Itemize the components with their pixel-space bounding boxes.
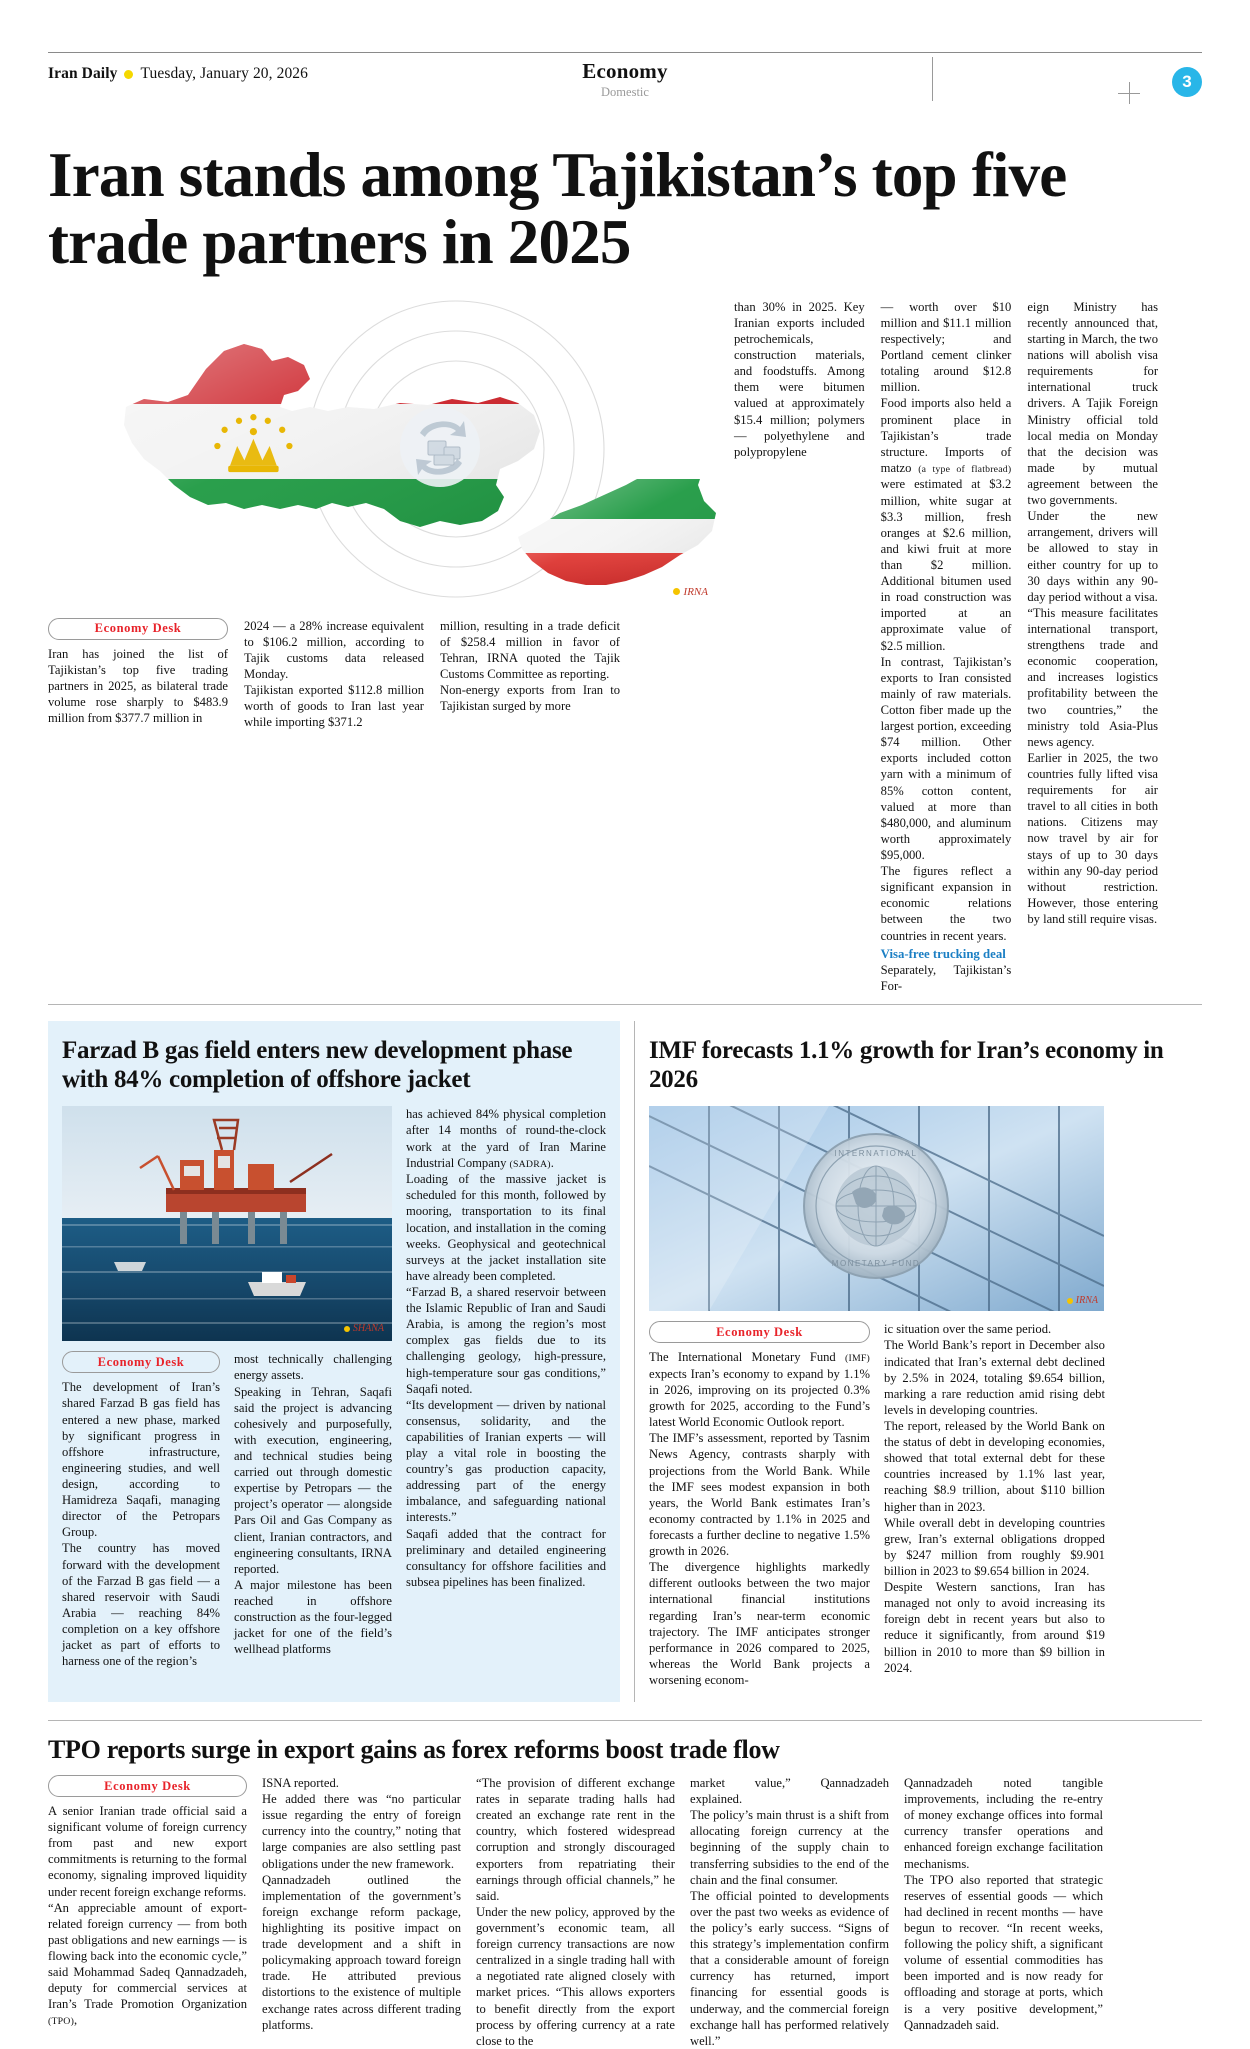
parenthetical-note: (a type of flatbread) [918, 463, 1012, 475]
tpo-paragraph: Qannadzadeh noted tangible improvements, including the re-entry of money exchange offices into formal currency transfer operations and enhanced foreign exchange facilitation mechanisms. [904, 1776, 1103, 1871]
imf-paragraph [649, 1349, 870, 1430]
imf-seal-emblem [804, 1134, 948, 1278]
lead-paragraph: Tajikistan exported $112.8 million worth of goods to Iran last year while importing $371.2 [244, 683, 424, 730]
lead-paragraph [881, 395, 1012, 653]
parenthetical-note: (SADRA) [509, 1158, 551, 1170]
text-run: , [74, 2013, 78, 2028]
farzad-paragraph: “Farzad B, a shared reservoir between the Islamic Republic of Iran and Saudi Arabia, is among the region’s most complex gas fields due to its challenging geology, high-pressure, high-temperature sour gas conditions,” Saqafi noted. [406, 1284, 606, 1396]
tpo-article [48, 1720, 1202, 2049]
tpo-paragraph: market value,” Qannadzadeh explained. [690, 1776, 889, 1807]
tpo-column-3 [476, 1775, 675, 2049]
tpo-paragraph: The policy’s main thrust is a shift from allocating foreign currency at the beginning of the supply chain to transferring subsidies to the end of the chain and the final consumer. [690, 1808, 889, 1887]
credit-label: SHANA [352, 1323, 384, 1335]
desk-badge: Economy Desk [62, 1351, 220, 1373]
publication-date: Tuesday, January 20, 2026 [140, 65, 309, 82]
subsection-title: Domestic [601, 85, 649, 99]
band-divider [634, 1021, 635, 1702]
lead-column-1 [48, 618, 228, 731]
farzad-paragraph [406, 1106, 606, 1171]
farzad-paragraph: Speaking in Tehran, Saqafi said the project is advancing cohesively and purposefully, with execution, engineering, and technical studies being carried out through domestic expertise by Petropars — the project’s operator — alongside Pars Oil and Gas Company as client, Iranian contractors, and engineering consultants, IRNA reported. [234, 1384, 392, 1576]
tpo-paragraph: Qannadzadeh outlined the implementation of the government’s foreign exchange reform package, highlighting its positive impact on trade development and a shift in policymaking approach toward foreign trade. He attributed previous distortions to the existence of multiple exchange rates across different trading platforms. [262, 1872, 461, 2032]
imf-paragraph: Despite Western sanctions, Iran has managed not only to avoid increasing its foreign debt in recent years but also to reduce it significantly, from around $19 billion in 2010 to more than $9 billion in 2024. [883, 1580, 1105, 1675]
section-title: Economy [582, 59, 668, 83]
desk-badge: Economy Desk [48, 618, 228, 640]
tpo-paragraph: A senior Iranian trade official said a significant volume of foreign currency from past and new export commitments is returning to the formal economy, signaling improved liquidity under recent foreign exchange reforms. [48, 1804, 247, 1899]
lead-article [48, 299, 1202, 994]
lead-column-2 [244, 618, 424, 731]
masthead [48, 52, 1202, 108]
tpo-paragraph [48, 1900, 247, 2029]
imf-paragraph: The report, released by the World Bank on the status of debt in developing economies, showed that total external debt for these countries increased by 1.1% last year, reaching $8.9 trillion, about $110 billion higher than in 2023. [883, 1418, 1105, 1514]
parenthetical-note: (IMF) [845, 1353, 870, 1365]
imf-paragraph: ic situation over the same period. [883, 1322, 1052, 1337]
lead-paragraph: 2024 — a 28% increase equivalent to $106.2 million, according to Tajik customs data released Monday. [244, 618, 424, 682]
imf-paragraph: The divergence highlights markedly different outlooks between the two major international financial institutions regarding Iran’s near-term economic trajectory. The IMF anticipates stronger performance in 2026 compared to 2025, whereas the World Bank projects a worsening econom- [648, 1560, 870, 1687]
text-run: . [550, 1155, 554, 1170]
tpo-column-1 [48, 1775, 247, 2049]
text-run: “An appreciable amount of export-related foreign currency — from both past obligations and new earnings — is flowing back into the economic cycle,” said Mohammad Sadeq Qannadzadeh, deputy for commercial services at Iran’s Trade Promotion Organization [48, 1900, 247, 2012]
tpo-paragraph: The TPO also reported that strategic reserves of essential goods — which had declined in recent months — have begun to recover. “In recent weeks, following the policy shift, a significant volume of essential commodities has been imported and is now ready for offloading and storage at ports, which is a very positive development,” Qannadzadeh said. [904, 1872, 1103, 2032]
credit-dot-icon [344, 1326, 350, 1332]
farzad-paragraph: Loading of the massive jacket is scheduled for this month, followed by mooring, transportation to its final location, and installation in the coming weeks. Geophysical and geotechnical surveys at the jacket installation site have already been completed. [406, 1172, 606, 1283]
farzad-paragraph: “Its development — driven by national consensus, solidarity, and the capabilities of Iranian experts — will play a vital role in boosting the country’s gas production capacity, addressing part of the energy imbalance, and safeguarding national interests.” [406, 1397, 606, 1525]
svg-text:MONETARY FUND: MONETARY FUND [831, 1259, 921, 1269]
lead-paragraph: Under the new arrangement, drivers will be allowed to stay in either country for up to 30 days within any 90-day period without a visa. [1027, 509, 1159, 604]
lead-subheading: Visa-free trucking deal [880, 946, 1006, 961]
lead-right-block [718, 299, 1158, 994]
tpo-paragraph: He added there was “no particular issue regarding the entry of foreign currency into the country,” noting that large companies are also settling past obligations under the new framework. [262, 1792, 461, 1871]
lead-left-block [48, 299, 718, 994]
masthead-center [48, 59, 1202, 100]
lead-paragraph: Earlier in 2025, the two countries fully lifted visa requirements for air travel to all cities in both nations. Citizens may now travel by air for stays of up to 30 days within any 90-day period without restriction. However, those entering by land still require visas. [1027, 750, 1159, 926]
text-run: Food imports also held a prominent place in Tajikistan’s trade structure. Imports of matzo [880, 396, 1012, 475]
lead-paragraph: Separately, Tajikistan’s For- [880, 962, 1012, 993]
farzad-paragraph: Saqafi added that the contract for preliminary and detailed engineering consultancy for offshore facilities and subsea pipelines has been finalized. [406, 1526, 606, 1589]
section-divider [48, 1004, 1202, 1005]
publication-name: Iran Daily [48, 65, 118, 82]
desk-badge: Economy Desk [649, 1321, 870, 1343]
imf-photo [649, 1106, 1104, 1311]
tpo-paragraph: The official pointed to developments over the past two weeks as evidence of the policy’s early success. “Signs of this strategy’s implementation confirm that a considerable amount of foreign currency has returned, import financing for essential goods is underway, and the commercial foreign exchange hall has performed relatively well.” [690, 1888, 889, 2048]
farzad-photo-credit [344, 1321, 384, 1336]
trade-exchange-icon [400, 407, 480, 487]
tpo-headline: TPO reports surge in export gains as forex reforms boost trade flow [48, 1735, 780, 1765]
credit-dot-icon [1067, 1298, 1073, 1304]
imf-paragraph: The World Bank’s report in December also indicated that Iran’s external debt declined by 2.5% in 2024, totaling $9.654 billion, marking a rare reduction amid rising debt levels in developing countries. [883, 1338, 1105, 1417]
lead-paragraph: “This measure facilitates international transport, strengthens trade and economic cooperation, and increases logistics profitability between the two countries,” the ministry told Asia-Plus news agency. [1027, 605, 1159, 749]
newspaper-page [0, 52, 1250, 2048]
farzad-article [48, 1021, 620, 1702]
tpo-paragraph: “The provision of different exchange rates in separate trading halls had created an exchange rate rent in the country, which fostered widespread corruption and strongly discouraged exporters from repatriating their earnings through official channels,” he said. [476, 1776, 675, 1903]
farzad-photo [62, 1106, 392, 1341]
farzad-paragraph: The country has moved forward with the development of the Farzad B gas field — a shared reservoir with Saudi Arabia — reaching 84% completion on a key offshore jacket as part of efforts to harness one of the region’s [62, 1541, 220, 1669]
tajikistan-iran-map-graphic [48, 299, 718, 604]
tpo-column-2 [262, 1775, 461, 2049]
lead-paragraph: eign Ministry has recently announced that, starting in March, the two nations will abolish visa requirements for international truck drivers. A Tajik Foreign Ministry official told local media on Monday that the decision was made by mutual agreement between the two governments. [1027, 299, 1159, 508]
lead-article-image [48, 299, 718, 604]
lead-column-3 [440, 618, 620, 731]
lead-paragraph: million, resulting in a trade deficit of $258.4 million in favor of Tehran, IRNA quoted the Tajik Customs Committee as reporting. [440, 618, 620, 682]
lead-headline: Iran stands among Tajikistan’s top five trade partners in 2025 [48, 140, 1067, 278]
imf-photo-credit [1067, 1295, 1098, 1306]
credit-label: IRNA [683, 585, 708, 598]
lead-image-credit [673, 586, 708, 598]
text-run: The International Monetary Fund [648, 1350, 846, 1365]
farzad-headline: Farzad B gas field enters new development phase with 84% completion of offshore jacket [62, 1036, 573, 1093]
credit-dot-icon [673, 588, 680, 595]
farzad-paragraph: most technically challenging energy assets. [234, 1352, 392, 1383]
page-number-badge: 3 [1172, 67, 1202, 97]
tpo-paragraph: ISNA reported. [262, 1776, 339, 1791]
lead-paragraph: — worth over $10 million and $11.1 million respectively; and Portland cement clinker totaling around $12.8 million. [880, 299, 1012, 395]
imf-paragraph: The IMF’s assessment, reported by Tasnim News Agency, contrasts sharply with projections from the World Bank. While the IMF sees modest expansion in both years, the World Bank estimates Iran’s economy contracted by 1.1% in 2025 and forecasts a further decline to negative 1.5% growth in 2026. [648, 1431, 870, 1559]
tpo-columns [48, 1775, 1202, 2049]
lead-paragraph: The figures reflect a significant expansion in economic relations between the two countries in recent years. [880, 864, 1012, 943]
svg-text:INTERNATIONAL: INTERNATIONAL [834, 1149, 918, 1159]
lead-paragraph: Iran has joined the list of Tajikistan’s top five trading partners in 2025, as bilateral trade volume rose sharply to $483.9 million from $377.7 million in [48, 646, 228, 726]
imf-headline: IMF forecasts 1.1% growth for Iran’s economy in 2026 [648, 1036, 1164, 1093]
parenthetical-note: (TPO) [48, 2016, 75, 2028]
credit-label: IRNA [1075, 1295, 1098, 1307]
text-run: expects Iran’s economy to expand by 1.1% in 2026, improving on its projected 0.3% growth for 2025, according to the Fund’s latest World Economic Outlook report. [648, 1366, 870, 1430]
imf-building-photo [649, 1106, 1104, 1311]
offshore-platform-photo [62, 1106, 392, 1341]
desk-badge: Economy Desk [48, 1775, 247, 1797]
imf-paragraph: While overall debt in developing countries grew, Iran’s external obligations dropped by $247 million from roughly $9.901 billion in 2023 to $9.654 billion in 2024. [883, 1515, 1105, 1578]
lead-column-6 [1027, 299, 1158, 994]
middle-band [48, 1021, 1202, 1702]
masthead-divider [932, 57, 933, 101]
tpo-column-4 [690, 1775, 889, 2049]
lead-columns [48, 618, 718, 731]
text-run: were estimated at $3.2 million, white sugar at $3.3 million, fresh oranges at $2.6 million, and kiwi fruit at more than $2 million. Additional bitumen used in road construction was imported at an approximate value of $2.5 million. [880, 477, 1012, 653]
text-run: has achieved 84% physical completion after 14 months of round-the-clock work at the yard of Iran Marine Industrial Company [406, 1107, 606, 1170]
lead-column-5 [881, 299, 1012, 994]
farzad-paragraph: A major milestone has been reached in offshore construction as the four-legged jacket for one of the field’s wellhead platforms [234, 1577, 392, 1657]
tpo-column-5 [904, 1775, 1103, 2049]
lead-paragraph: than 30% in 2025. Key Iranian exports included petrochemicals, construction materials, and foodstuffs. Among them were bitumen valued at approximately $15.4 million; polymers — polyethylene and polypropylene [734, 299, 865, 459]
lead-paragraph: Non-energy exports from Iran to Tajikistan surged by more [440, 683, 620, 714]
lead-column-4 [734, 299, 865, 994]
farzad-paragraph: The development of Iran’s shared Farzad B gas field has entered a new phase, marked by significant progress in offshore infrastructure, engineering studies, and well design, according to Hamidreza Saqafi, managing director of the Petropars Group. [62, 1380, 220, 1540]
lead-paragraph: In contrast, Tajikistan’s exports to Iran consisted mainly of raw materials. Cotton fiber made up the largest portion, exceeding $74 million. Other exports included cotton yarn with a minimum of 85% cotton content, valued at more than $480,000, and aluminum worth approximately $95,000. [880, 654, 1012, 862]
imf-article [649, 1021, 1202, 1702]
tpo-paragraph: Under the new policy, approved by the government’s economic team, all foreign currency transactions are now centralized in a single trading hall with a negotiated rate aligned closely with market prices. “This allows exporters to benefit directly from the export process by offering currency at a rate close to the [476, 1904, 675, 2048]
